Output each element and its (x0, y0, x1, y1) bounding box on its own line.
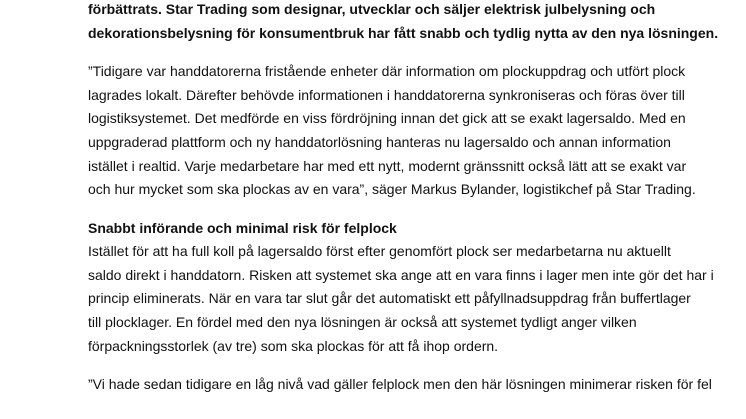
quote-line: lagrades lokalt. Därefter behövde informationen i handdatorerna synkroniseras och föras över till (88, 87, 685, 103)
paragraph-line: till plocklager. En fördel med den nya lösningen är också att systemet tydligt anger vilken (88, 314, 637, 330)
quote-line: logistiksystemet. Det medförde en viss fördröjning innan det gick att se exakt lagersaldo. Med en (88, 110, 686, 126)
intro-line: förbättrats. Star Trading som designar, utvecklar och säljer elektrisk julbelysning och (88, 1, 656, 17)
paragraph-line: Istället för att ha full koll på lagersaldo först efter genomfört plock ser medarbetarna nu aktuellt (88, 243, 671, 259)
quote-line: och hur mycket som ska plockas av en vara”, säger Markus Bylander, logistikchef på Star Trading. (88, 181, 696, 197)
intro-line: dekorationsbelysning för konsumentbruk har fått snabb och tydlig nytta av den nya lösningen. (88, 25, 719, 41)
quote-line: istället i realtid. Varje medarbetare har med ett nytt, modernt gränssnitt också lätt att se exakt var (88, 158, 687, 174)
quote-line: ”Vi hade sedan tidigare en låg nivå vad gäller felplock men den här lösningen minimerar risken för fel (88, 376, 712, 392)
paragraph-line: princip eliminerats. När en vara tar slut går det automatiskt ett påfyllnadsuppdrag från buffertlager (88, 290, 691, 306)
section-heading: Snabbt införande och minimal risk för felplock (88, 220, 397, 236)
paragraph-line: saldo direkt i handdatorn. Risken att systemet ska ange att en vara finns i lager men inte gör det har i (88, 267, 714, 283)
paragraph-line: förpackningsstorlek (av tre) som ska plockas för att få ihop ordern. (88, 338, 499, 354)
quote-line: uppgraderad plattform och ny handdatorlösning hanteras nu lagersaldo och annan information (88, 134, 671, 150)
quote-line: ”Tidigare var handdatorerna fristående enheter där information om plockuppdrag och utfört plock (88, 63, 686, 79)
